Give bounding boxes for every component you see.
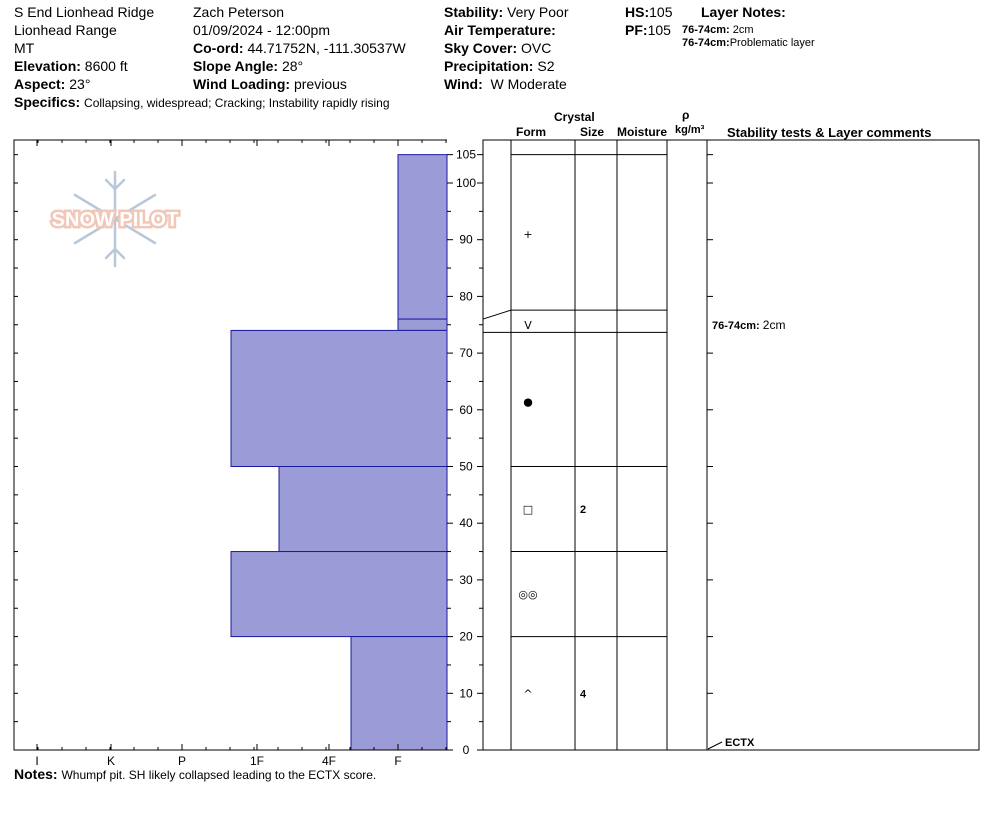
crystal-forms — [518, 228, 587, 700]
hardness-bar — [279, 467, 447, 552]
crystal-form-symbol: + — [523, 228, 533, 242]
hardness-scale-label: P — [177, 754, 187, 768]
depth-tick-label: 0 — [462, 743, 470, 757]
depth-tick-label: 20 — [459, 629, 473, 644]
hardness-bars — [231, 155, 447, 750]
crystal-form-symbol: ◎◎ — [518, 588, 538, 602]
wind-loading-field: Wind Loading: previous — [193, 76, 347, 92]
hardness-scale-label: 4F — [321, 754, 337, 768]
state-name: MT — [14, 40, 35, 56]
stability-field: Stability: Very Poor — [444, 4, 569, 20]
specifics-field: Specifics: Collapsing, widespread; Cracking; Instability rapidly rising — [14, 94, 390, 110]
depth-tick-label: 90 — [459, 232, 473, 247]
layer-comments — [712, 318, 785, 332]
hardness-scale-label: K — [106, 754, 116, 768]
stability-column-header: Stability tests & Layer comments — [727, 125, 932, 140]
crystal-form-symbol: □ — [522, 503, 534, 517]
crystal-form-symbol: ● — [523, 395, 533, 409]
hardness-bar — [398, 319, 447, 330]
layer-boundary-connector — [483, 310, 511, 319]
observer-name: Zach Peterson — [193, 4, 285, 20]
depth-tick-label: 70 — [459, 346, 473, 361]
air-temp-field: Air Temperature: — [444, 22, 556, 38]
moisture-column-header: Moisture — [617, 125, 668, 139]
crystal-form-symbol: ^ — [523, 687, 533, 701]
depth-axis — [447, 148, 713, 757]
depth-tick-label: 30 — [459, 572, 473, 587]
density-symbol: ρ — [682, 108, 690, 122]
hardness-bar — [231, 330, 447, 466]
hardness-scale-label: I — [35, 754, 39, 768]
depth-tick-label: 50 — [459, 459, 473, 474]
elevation-field: Elevation: 8600 ft — [14, 58, 128, 74]
hardness-bar — [231, 552, 447, 637]
snowpilot-logo — [52, 172, 179, 266]
layer-note: 76-74cm:Problematic layer — [682, 37, 815, 49]
depth-tick-label: 105 — [455, 147, 477, 162]
coord-field: Co-ord: 44.71752N, -111.30537W — [193, 40, 406, 56]
crystal-form-symbol: V — [524, 318, 532, 332]
hardness-bar — [398, 155, 447, 319]
stability-tests — [708, 737, 755, 749]
layer-comment: 76-74cm: 2cm — [712, 317, 786, 332]
layer-notes-title: Layer Notes: — [701, 4, 786, 20]
hardness-scale-label: 1F — [249, 754, 265, 768]
size-column-header: Size — [580, 125, 605, 139]
aspect-field: Aspect: 23° — [14, 76, 91, 92]
sky-cover-field: Sky Cover: OVC — [444, 40, 552, 56]
pf-field: PF:105 — [625, 22, 671, 38]
notes-field: Notes: Whumpf pit. SH likely collapsed leading to the ECTX score. — [14, 766, 377, 782]
layers-table-frame — [483, 140, 979, 750]
precipitation-field: Precipitation: S2 — [444, 58, 555, 74]
depth-tick-label: 80 — [459, 289, 473, 304]
hardness-bar — [351, 637, 447, 750]
hardness-scale-label: F — [394, 754, 402, 768]
depth-tick-label: 100 — [455, 176, 477, 190]
observation-datetime: 01/09/2024 - 12:00pm — [193, 22, 330, 38]
wind-field: Wind: W Moderate — [444, 76, 567, 92]
stability-test-label: ECTX — [725, 737, 755, 749]
density-unit: kg/m³ — [675, 124, 705, 136]
crystal-column-header: Crystal — [554, 110, 595, 124]
crystal-size-label: 2 — [580, 504, 587, 517]
range-name: Lionhead Range — [14, 22, 117, 38]
stability-test-pointer — [708, 742, 722, 749]
depth-tick-label: 60 — [459, 402, 473, 417]
depth-tick-label: 40 — [459, 516, 473, 531]
location-name: S End Lionhead Ridge — [14, 4, 155, 20]
slope-field: Slope Angle: 28° — [193, 58, 304, 74]
form-column-header: Form — [516, 125, 546, 139]
layer-note: 76-74cm: 2cm — [682, 24, 754, 36]
crystal-size-label: 4 — [580, 688, 587, 701]
hs-field: HS:105 — [625, 4, 673, 20]
depth-tick-label: 10 — [459, 686, 473, 701]
snowpilot-logo-text: SNOW PILOT — [51, 209, 179, 231]
